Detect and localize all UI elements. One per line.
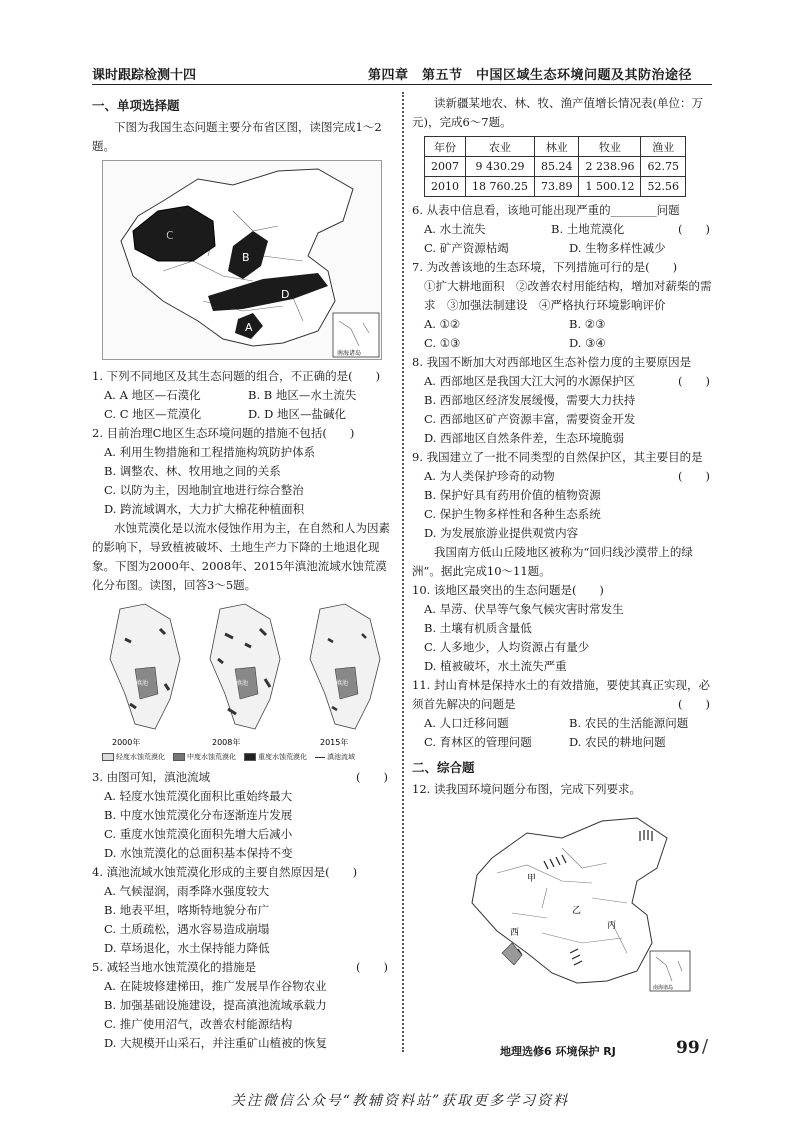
map-2000-center: 滇池 <box>136 680 149 687</box>
q9-opt-d: D. 为发展旅游业提供观赏内容 <box>424 526 579 540</box>
q2-opt-a: A. 利用生物措施和工程措施构筑防护体系 <box>104 445 316 459</box>
q6-opt-d: D. 生物多样性减少 <box>569 241 666 255</box>
q11-opt-c: C. 育林区的管理问题 <box>424 735 532 749</box>
q12-stem: 12. 读我国环境问题分布图，完成下列要求。 <box>412 782 641 796</box>
map-2000 <box>110 604 180 747</box>
q10-opt-d: D. 植被破坏，水土流失严重 <box>424 659 567 673</box>
q1-opt-c: C. C 地区—荒漠化 <box>104 407 202 421</box>
table-row: 2010 18 760.25 73.89 1 500.12 52.56 <box>425 177 686 197</box>
legend-medium: 中度水蚀荒漠化 <box>173 752 236 762</box>
q4-opt-b: B. 地表平坦，喀斯特地貌分布广 <box>104 903 270 917</box>
intro-3: 读新疆某地农、林、牧、渔产值增长情况表(单位：万元)，完成6～7题。 <box>412 96 703 129</box>
header-right: 第四章 第五节 中国区域生态环境问题及其防治途径 <box>368 68 693 83</box>
china-ecology-map <box>102 160 382 360</box>
map-2008-center: 滇池 <box>236 680 249 687</box>
map-2015 <box>310 604 380 747</box>
q3-opt-c: C. 重度水蚀荒漠化面积先增大后减小 <box>104 827 293 841</box>
china-environment-map <box>452 803 692 993</box>
header-rule <box>92 84 712 85</box>
q5-opt-a: A. 在陡坡修建梯田，推广发展旱作谷物农业 <box>104 979 327 993</box>
q5-opt-b: B. 加强基础设施建设，提高滇池流域承载力 <box>104 998 327 1012</box>
q7-body: ①扩大耕地面积 ②改善农村用能结构，增加对薪柴的需求 ③加强法制建设 ④严格执行环境影响评价 <box>424 279 712 312</box>
map-label-c: C <box>166 229 174 242</box>
section-title-1: 一、单项选择题 <box>92 98 180 113</box>
q7-opt-c: C. ①③ <box>424 336 461 350</box>
q8-opt-c: C. 西部地区矿产资源丰富，需要资金开发 <box>424 412 636 426</box>
q6-opt-a: A. 水土流失 <box>424 222 486 236</box>
right-column <box>412 94 714 996</box>
section-title-2: 二、综合题 <box>412 760 475 775</box>
q6-opt-b: B. 土地荒漠化 <box>551 222 625 236</box>
map-2015-label: 2015年 <box>320 738 349 747</box>
q2-opt-b: B. 调整农、林、牧用地之间的关系 <box>104 464 281 478</box>
q10-stem: 10. 该地区最突出的生态问题是( ) <box>412 583 604 597</box>
q1-opt-d: D. D 地区—盐碱化 <box>248 407 346 421</box>
q5-stem: 5. 减轻当地水蚀荒漠化的措施是 ( ) <box>92 960 388 974</box>
q11-opt-a: A. 人口迁移问题 <box>424 716 509 730</box>
header-left: 课时跟踪检测十四 <box>92 68 197 83</box>
column-divider <box>402 92 404 1052</box>
q4-opt-a: A. 气候湿润，雨季降水强度较大 <box>104 884 270 898</box>
q5-opt-c: C. 推广使用沼气，改善农村能源结构 <box>104 1017 293 1031</box>
production-table <box>424 136 686 197</box>
q7-stem: 7. 为改善该地的生态环境，下列措施可行的是( ) <box>412 260 678 274</box>
q4-opt-c: C. 土质疏松，遇水容易造成崩塌 <box>104 922 270 936</box>
q2-stem: 2. 目前治理C地区生态环境问题的措施不包括( ) <box>92 426 355 440</box>
q11-opt-d: D. 农民的耕地问题 <box>569 735 666 749</box>
intro-1: 下图为我国生态问题主要分布省区图，读图完成1～2题。 <box>92 120 382 153</box>
q8-opt-a: A. 西部地区是我国大江大河的水源保护区 <box>424 374 636 388</box>
map-label-b: B <box>242 251 250 264</box>
map2-legend <box>102 752 392 762</box>
map-2000-label: 2000年 <box>112 738 141 747</box>
q5-opt-d: D. 大规模开山采石，并注重矿山植被的恢复 <box>104 1036 328 1050</box>
legend-basin: 滇池流域 <box>315 752 355 762</box>
q2-opt-c: C. 以防为主，因地制宜地进行综合整治 <box>104 483 304 497</box>
q1-opt-a: A. A 地区—石漠化 <box>104 388 201 402</box>
q9-stem: 9. 我国建立了一批不同类型的自然保护区，其主要目的是 ( ) <box>412 450 710 483</box>
bottom-note: 关注微信公众号“教辅资料站”获取更多学习资料 <box>230 1093 570 1109</box>
q7-opt-d: D. ③④ <box>569 336 606 350</box>
q6-stem: 6. 从表中信息看，该地可能出现严重的________问题 ( ) <box>412 203 710 236</box>
map-2008-label: 2008年 <box>212 738 241 747</box>
dianchi-desertification-maps <box>100 599 390 749</box>
q7-opt-b: B. ②③ <box>569 317 606 331</box>
legend-light: 轻度水蚀荒漠化 <box>102 752 165 762</box>
q2-opt-d: D. 跨流域调水，大力扩大棉花种植面积 <box>104 502 305 516</box>
q6-opt-c: C. 矿产资源枯竭 <box>424 241 509 255</box>
q7-opt-a: A. ①② <box>424 317 461 331</box>
map-label-a: A <box>245 321 253 334</box>
left-column <box>92 94 392 1053</box>
map3-label-bing: 丙 <box>607 921 617 931</box>
legend-severe: 重度水蚀荒漠化 <box>244 752 307 762</box>
footer-book: 地理选修6 环境保护 RJ <box>500 1045 616 1058</box>
intro-2: 水蚀荒漠化是以流水侵蚀作用为主，在自然和人为因素的影响下，导致植被破坏、土地生产力下降的土地退化现象。下图为2000年、2008年、2015年滇池流域水蚀荒漠化分布图。读图，回答3～5题。 <box>92 521 390 592</box>
q9-opt-b: B. 保护好具有药用价值的植物资源 <box>424 488 601 502</box>
q3-stem: 3. 由图可知，滇池流域 ( ) <box>92 770 388 784</box>
map3-label-jia: 甲 <box>527 874 537 884</box>
map3-label-xi: 西 <box>510 928 520 938</box>
q4-opt-d: D. 草场退化，水土保持能力降低 <box>104 941 270 955</box>
table-header: 年份 农业 林业 牧业 渔业 <box>425 137 686 157</box>
q11-opt-b: B. 农民的生活能源问题 <box>569 716 689 730</box>
map3-label-yi: 乙 <box>572 906 582 916</box>
q4-stem: 4. 滇池流域水蚀荒漠化形成的主要自然原因是( ) <box>92 865 358 879</box>
map-2008 <box>210 604 280 747</box>
q10-opt-c: C. 人多地少，人均资源占有量少 <box>424 640 590 654</box>
page-slash: / <box>702 1036 709 1057</box>
inset-label-1: 南海诸岛 <box>337 350 362 357</box>
q3-opt-a: A. 轻度水蚀荒漠化面积比重始终最大 <box>104 789 293 803</box>
q10-opt-a: A. 旱涝、伏旱等气象气候灾害时常发生 <box>424 602 624 616</box>
q9-opt-c: C. 保护生物多样性和各种生态系统 <box>424 507 601 521</box>
q11-stem: 11. 封山育林是保持水土的有效措施，要使其真正实现，必须首先解决的问题是 ( ) <box>412 678 710 711</box>
q10-opt-b: B. 土壤有机质含量低 <box>424 621 532 635</box>
map-label-d: D <box>281 288 290 301</box>
q8-opt-b: B. 西部地区经济发展缓慢，需要大力扶持 <box>424 393 636 407</box>
page-number: 99 <box>676 1038 700 1058</box>
q3-opt-b: B. 中度水蚀荒漠化分布逐渐连片发展 <box>104 808 293 822</box>
q8-stem: 8. 我国不断加大对西部地区生态补偿力度的主要原因是 ( ) <box>412 355 710 388</box>
q1-opt-b: B. B 地区—水土流失 <box>248 388 357 402</box>
table-row: 2007 9 430.29 85.24 2 238.96 62.75 <box>425 157 686 177</box>
q8-opt-d: D. 西部地区自然条件差，生态环境脆弱 <box>424 431 625 445</box>
q1-stem: 1. 下列不同地区及其生态问题的组合，不正确的是( ) <box>92 369 381 383</box>
inset-label-2: 南海诸岛 <box>653 985 674 991</box>
q9-opt-a: A. 为人类保护珍奇的动物 <box>424 469 555 483</box>
intro-4: 我国南方低山丘陵地区被称为“回归线沙漠带上的绿洲”。据此完成10～11题。 <box>412 545 693 578</box>
map-2015-center: 滇池 <box>336 680 349 687</box>
q3-opt-d: D. 水蚀荒漠化的总面积基本保持不变 <box>104 846 293 860</box>
